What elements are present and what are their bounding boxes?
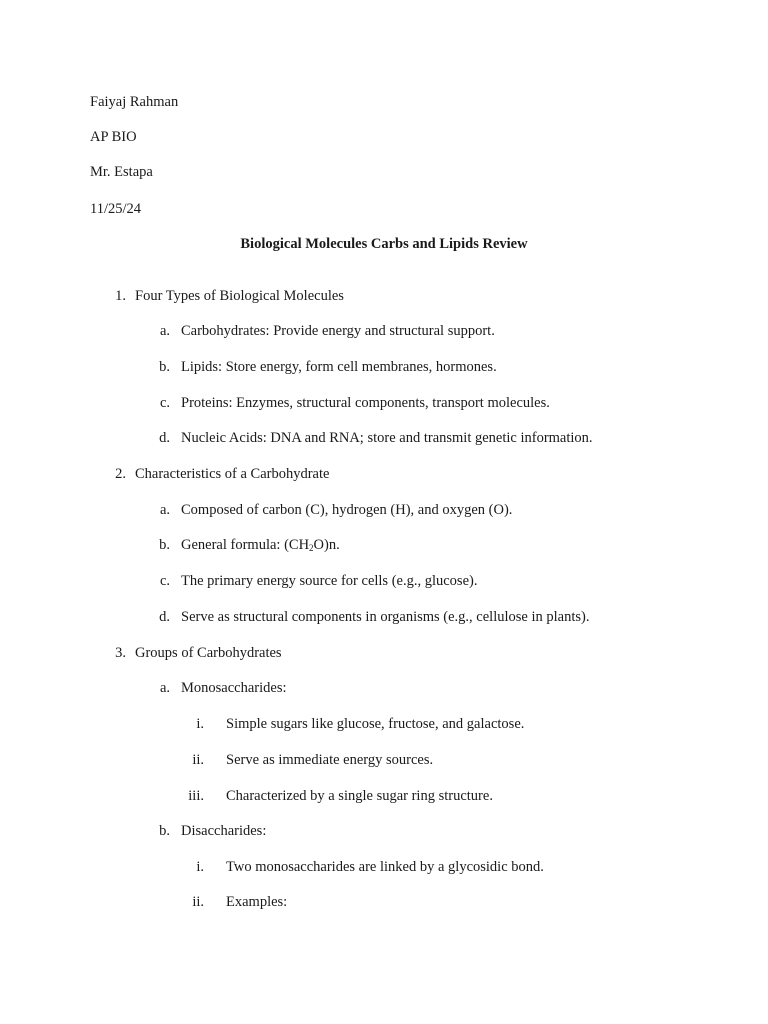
list-item: Composed of carbon (C), hydrogen (H), and oxygen (O). bbox=[181, 502, 513, 518]
list-item: Proteins: Enzymes, structural components, transport molecules. bbox=[181, 395, 550, 411]
list-item: Examples: bbox=[226, 894, 288, 910]
list-item: Two monosaccharides are linked by a glycosidic bond. bbox=[226, 859, 544, 875]
list-item: Simple sugars like glucose, fructose, and galactose. bbox=[226, 716, 525, 732]
document-title: Biological Molecules Carbs and Lipids Review bbox=[240, 236, 528, 252]
list-marker: i. bbox=[196, 716, 204, 732]
list-marker: c. bbox=[159, 395, 170, 411]
list-marker: a. bbox=[159, 323, 170, 339]
formula-subscript: 2 bbox=[309, 543, 314, 553]
list-marker: 2. bbox=[115, 466, 126, 482]
formula-text: O)n. bbox=[313, 537, 340, 553]
list-marker: b. bbox=[159, 537, 170, 553]
teacher-name: Mr. Estapa bbox=[90, 164, 153, 180]
list-marker: b. bbox=[159, 823, 170, 839]
list-marker: ii. bbox=[192, 894, 204, 910]
list-marker: 3. bbox=[115, 645, 126, 661]
list-item: Monosaccharides: bbox=[181, 680, 287, 696]
formula-text: General formula: (CH bbox=[181, 537, 310, 553]
list-item: The primary energy source for cells (e.g., glucose). bbox=[181, 573, 478, 589]
list-item-formula bbox=[181, 537, 340, 554]
section-heading: Groups of Carbohydrates bbox=[135, 645, 282, 661]
list-item: Disaccharides: bbox=[181, 823, 267, 839]
list-marker: c. bbox=[159, 573, 170, 589]
list-marker: iii. bbox=[188, 788, 204, 804]
list-item: Nucleic Acids: DNA and RNA; store and transmit genetic information. bbox=[181, 430, 593, 446]
list-marker: a. bbox=[159, 680, 170, 696]
course-name: AP BIO bbox=[90, 129, 137, 145]
section-heading: Four Types of Biological Molecules bbox=[135, 288, 344, 304]
section-heading: Characteristics of a Carbohydrate bbox=[135, 466, 330, 482]
list-marker: d. bbox=[159, 609, 170, 625]
list-item: Carbohydrates: Provide energy and structural support. bbox=[181, 323, 495, 339]
list-item: Lipids: Store energy, form cell membranes, hormones. bbox=[181, 359, 497, 375]
list-item: Characterized by a single sugar ring structure. bbox=[226, 788, 493, 804]
list-marker: b. bbox=[159, 359, 170, 375]
list-item: Serve as immediate energy sources. bbox=[226, 752, 434, 768]
list-marker: a. bbox=[159, 502, 170, 518]
student-name: Faiyaj Rahman bbox=[90, 94, 179, 110]
list-item: Serve as structural components in organisms (e.g., cellulose in plants). bbox=[181, 609, 590, 625]
date: 11/25/24 bbox=[90, 201, 142, 217]
list-marker: 1. bbox=[115, 288, 126, 304]
list-marker: d. bbox=[159, 430, 170, 446]
list-marker: i. bbox=[196, 859, 204, 875]
list-marker: ii. bbox=[192, 752, 204, 768]
